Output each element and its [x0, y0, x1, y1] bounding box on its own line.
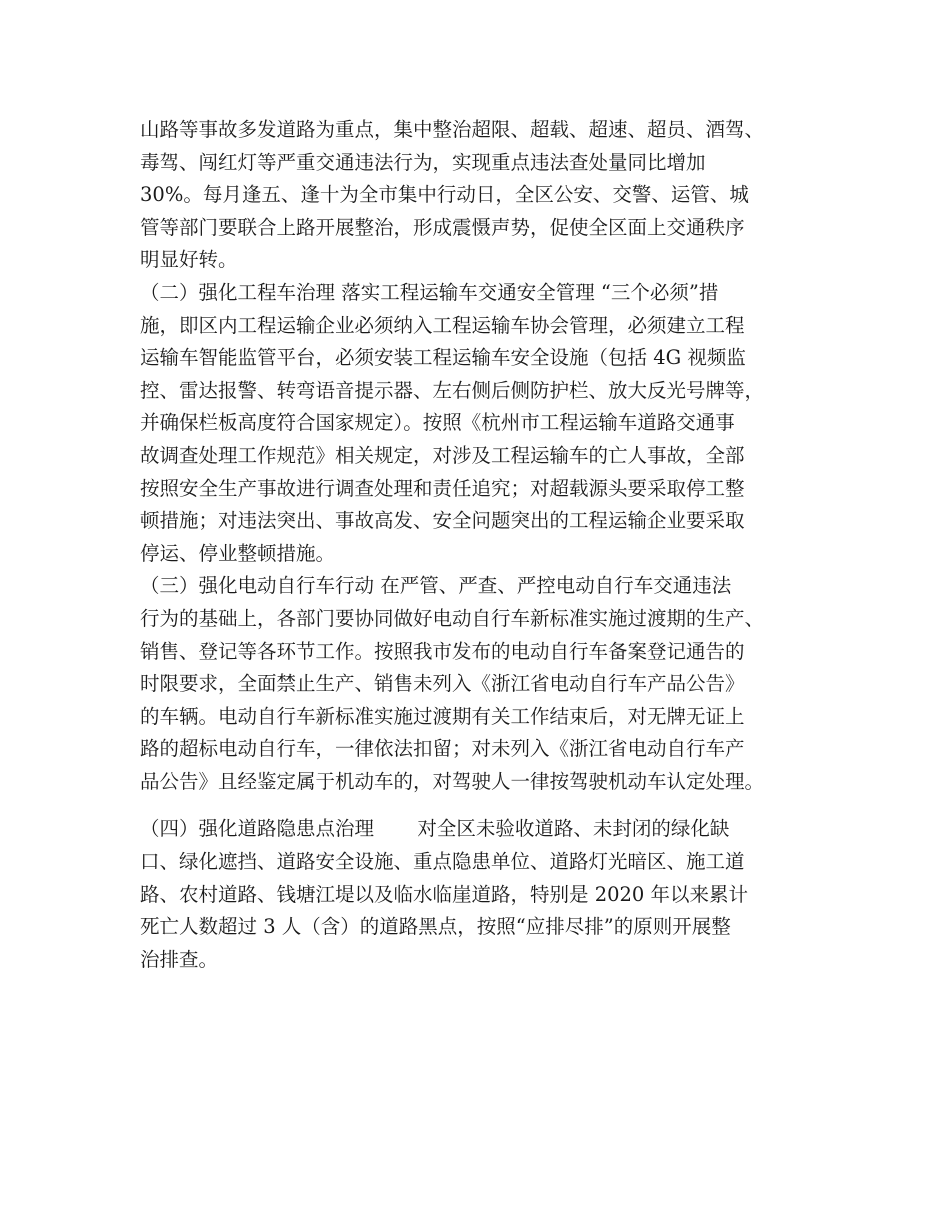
paragraph-intro-continuation — [140, 114, 830, 277]
text-line: 顿措施；对违法突出、事故高发、安全问题突出的工程运输企业要采取 — [140, 509, 745, 533]
text-line: 毒驾、闯红灯等严重交通违法行为，实现重点违法查处量同比增加 — [140, 150, 706, 174]
text-line: 路的超标电动自行车，一律依法扣留；对未列入《浙江省电动自行车产 — [140, 737, 745, 761]
text-line: 停运、停业整顿措施。 — [140, 541, 336, 565]
section-heading-line: （四）强化道路隐患点治理 对全区未验收道路、未封闭的绿化缺 — [140, 817, 730, 841]
text-line: 行为的基础上，各部门要协同做好电动自行车新标准实施过渡期的生产、 — [140, 606, 765, 630]
text-line: 明显好转。 — [140, 248, 238, 272]
text-line: 30%。每月逢五、逢十为全市集中行动日，全区公安、交警、运管、城 — [140, 183, 749, 207]
paragraph-section-3 — [140, 570, 830, 798]
text-line: 治排查。 — [140, 947, 219, 971]
text-line: 品公告》且经鉴定属于机动车的，对驾驶人一律按驾驶机动车认定处理。 — [140, 769, 765, 793]
text-line: 故调查处理工作规范》相关规定，对涉及工程运输车的亡人事故，全部 — [140, 443, 745, 467]
text-line: 施，即区内工程运输企业必须纳入工程运输车协会管理，必须建立工程 — [140, 313, 745, 337]
text-line: 控、雷达报警、转弯语音提示器、左右侧后侧防护栏、放大反光号牌等， — [140, 378, 765, 402]
paragraph-section-4 — [140, 813, 830, 976]
text-line: 按照安全生产事故进行调查处理和责任追究；对超载源头要采取停工整 — [140, 476, 745, 500]
text-line: 时限要求，全面禁止生产、销售未列入《浙江省电动自行车产品公告》 — [140, 672, 745, 696]
paragraph-gap — [140, 798, 830, 813]
paragraph-section-2 — [140, 277, 830, 570]
section-heading-line: （二）强化工程车治理 落实工程运输车交通安全管理 “三个必须”措 — [140, 280, 719, 304]
text-line: 路、农村道路、钱塘江堤以及临水临崖道路，特别是 2020 年以来累计 — [140, 882, 749, 906]
text-line: 运输车智能监管平台，必须安装工程运输车安全设施（包括 4G 视频监 — [140, 346, 746, 370]
text-line: 口、绿化遮挡、道路安全设施、重点隐患单位、道路灯光暗区、施工道 — [140, 850, 745, 874]
text-line: 并确保栏板高度符合国家规定）。按照《杭州市工程运输车道路交通事 — [140, 411, 735, 435]
document-body — [140, 114, 830, 976]
text-line: 的车辆。电动自行车新标准实施过渡期有关工作结束后，对无牌无证上 — [140, 704, 745, 728]
text-line: 管等部门要联合上路开展整治，形成震慑声势，促使全区面上交通秩序 — [140, 215, 745, 239]
text-line: 山路等事故多发道路为重点，集中整治超限、超载、超速、超员、酒驾、 — [140, 118, 765, 141]
text-line: 死亡人数超过 3 人（含）的道路黑点，按照“应排尽排”的原则开展整 — [140, 915, 731, 939]
text-line: 销售、登记等各环节工作。按照我市发布的电动自行车备案登记通告的 — [140, 639, 745, 663]
section-heading-line: （三）强化电动自行车行动 在严管、严查、严控电动自行车交通违法 — [140, 574, 732, 598]
